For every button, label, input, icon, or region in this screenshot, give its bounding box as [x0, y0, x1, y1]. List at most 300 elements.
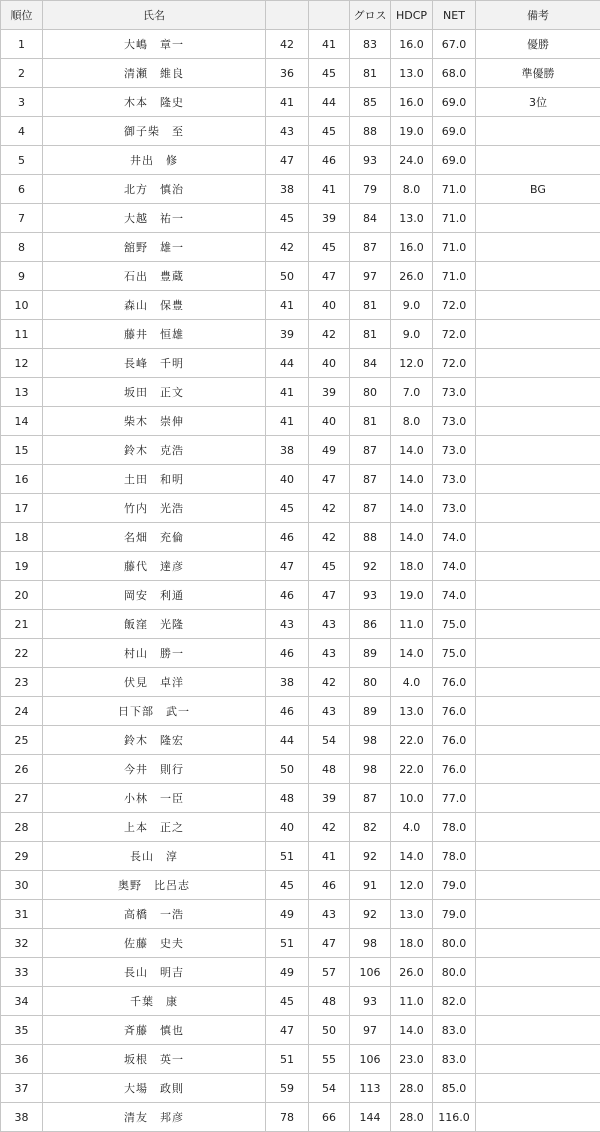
cell-hdcp: 13.0 [391, 59, 433, 88]
header-note: 備考 [476, 1, 600, 30]
cell-name: 奥野 比呂志 [43, 871, 266, 900]
table-row [1, 117, 600, 146]
cell-hdcp: 22.0 [391, 755, 433, 784]
cell-net: 77.0 [433, 784, 476, 813]
table-row [1, 784, 600, 813]
cell-in: 43 [309, 610, 350, 639]
cell-name: 長山 淳 [43, 842, 266, 871]
cell-rank: 5 [1, 146, 43, 175]
cell-net: 83.0 [433, 1045, 476, 1074]
cell-out: 41 [266, 407, 309, 436]
cell-name: 柴木 崇伸 [43, 407, 266, 436]
cell-name: 鈴木 克浩 [43, 436, 266, 465]
cell-gross: 79 [350, 175, 391, 204]
cell-in: 44 [309, 88, 350, 117]
cell-out: 41 [266, 291, 309, 320]
cell-hdcp: 16.0 [391, 30, 433, 59]
cell-hdcp: 11.0 [391, 610, 433, 639]
cell-in: 45 [309, 233, 350, 262]
cell-rank: 23 [1, 668, 43, 697]
cell-hdcp: 26.0 [391, 262, 433, 291]
cell-name: 名畑 充倫 [43, 523, 266, 552]
cell-out: 39 [266, 320, 309, 349]
cell-gross: 89 [350, 639, 391, 668]
cell-out: 51 [266, 842, 309, 871]
cell-rank: 1 [1, 30, 43, 59]
cell-rank: 21 [1, 610, 43, 639]
header-gross: グロス [350, 1, 391, 30]
cell-in: 54 [309, 1074, 350, 1103]
cell-out: 46 [266, 581, 309, 610]
cell-gross: 89 [350, 697, 391, 726]
cell-gross: 98 [350, 929, 391, 958]
header-row [1, 1, 600, 30]
cell-note [476, 697, 600, 726]
cell-hdcp: 8.0 [391, 407, 433, 436]
cell-name: 千葉 康 [43, 987, 266, 1016]
table-row [1, 639, 600, 668]
cell-note [476, 146, 600, 175]
cell-hdcp: 18.0 [391, 929, 433, 958]
table-row [1, 59, 600, 88]
cell-note [476, 668, 600, 697]
cell-note [476, 958, 600, 987]
cell-in: 57 [309, 958, 350, 987]
cell-in: 41 [309, 175, 350, 204]
cell-net: 116.0 [433, 1103, 476, 1132]
cell-gross: 97 [350, 1016, 391, 1045]
table-row [1, 871, 600, 900]
cell-net: 83.0 [433, 1016, 476, 1045]
cell-out: 40 [266, 813, 309, 842]
cell-note [476, 291, 600, 320]
cell-gross: 93 [350, 581, 391, 610]
cell-hdcp: 16.0 [391, 88, 433, 117]
cell-in: 55 [309, 1045, 350, 1074]
cell-in: 42 [309, 320, 350, 349]
cell-out: 51 [266, 929, 309, 958]
cell-gross: 80 [350, 378, 391, 407]
cell-name: 北方 慎治 [43, 175, 266, 204]
cell-rank: 3 [1, 88, 43, 117]
cell-name: 上本 正之 [43, 813, 266, 842]
header-rank: 順位 [1, 1, 43, 30]
cell-in: 39 [309, 378, 350, 407]
cell-note [476, 610, 600, 639]
cell-note: BG [476, 175, 600, 204]
cell-note [476, 755, 600, 784]
cell-gross: 87 [350, 465, 391, 494]
cell-gross: 106 [350, 958, 391, 987]
cell-net: 72.0 [433, 320, 476, 349]
cell-in: 50 [309, 1016, 350, 1045]
cell-hdcp: 18.0 [391, 552, 433, 581]
cell-rank: 8 [1, 233, 43, 262]
cell-gross: 81 [350, 407, 391, 436]
cell-name: 清瀬 維良 [43, 59, 266, 88]
cell-note: 3位 [476, 88, 600, 117]
table-row [1, 842, 600, 871]
cell-note [476, 117, 600, 146]
cell-rank: 11 [1, 320, 43, 349]
table-header [1, 1, 600, 30]
cell-in: 45 [309, 59, 350, 88]
cell-out: 46 [266, 523, 309, 552]
cell-out: 45 [266, 494, 309, 523]
cell-in: 47 [309, 465, 350, 494]
cell-name: 今井 則行 [43, 755, 266, 784]
cell-net: 73.0 [433, 494, 476, 523]
cell-hdcp: 28.0 [391, 1074, 433, 1103]
cell-name: 藤井 恒雄 [43, 320, 266, 349]
cell-hdcp: 14.0 [391, 1016, 433, 1045]
cell-out: 45 [266, 871, 309, 900]
cell-note [476, 1103, 600, 1132]
cell-rank: 17 [1, 494, 43, 523]
cell-in: 41 [309, 842, 350, 871]
cell-net: 82.0 [433, 987, 476, 1016]
table-row [1, 1045, 600, 1074]
cell-rank: 27 [1, 784, 43, 813]
cell-name: 清友 邦彦 [43, 1103, 266, 1132]
cell-in: 46 [309, 871, 350, 900]
table-row [1, 233, 600, 262]
cell-note [476, 407, 600, 436]
cell-hdcp: 13.0 [391, 900, 433, 929]
cell-in: 47 [309, 581, 350, 610]
cell-rank: 34 [1, 987, 43, 1016]
cell-gross: 87 [350, 233, 391, 262]
cell-in: 41 [309, 30, 350, 59]
cell-name: 小林 一臣 [43, 784, 266, 813]
cell-gross: 144 [350, 1103, 391, 1132]
cell-net: 75.0 [433, 639, 476, 668]
cell-out: 44 [266, 349, 309, 378]
cell-in: 48 [309, 987, 350, 1016]
table-row [1, 175, 600, 204]
cell-note [476, 1045, 600, 1074]
cell-gross: 86 [350, 610, 391, 639]
cell-rank: 28 [1, 813, 43, 842]
cell-rank: 37 [1, 1074, 43, 1103]
cell-rank: 22 [1, 639, 43, 668]
cell-net: 76.0 [433, 726, 476, 755]
cell-out: 59 [266, 1074, 309, 1103]
cell-rank: 25 [1, 726, 43, 755]
cell-net: 68.0 [433, 59, 476, 88]
cell-net: 71.0 [433, 233, 476, 262]
cell-in: 40 [309, 407, 350, 436]
cell-in: 42 [309, 813, 350, 842]
cell-note [476, 581, 600, 610]
cell-in: 48 [309, 755, 350, 784]
cell-hdcp: 24.0 [391, 146, 433, 175]
cell-gross: 92 [350, 900, 391, 929]
table-row [1, 1103, 600, 1132]
cell-name: 土田 和明 [43, 465, 266, 494]
table-row [1, 697, 600, 726]
cell-note [476, 842, 600, 871]
cell-rank: 7 [1, 204, 43, 233]
cell-gross: 82 [350, 813, 391, 842]
cell-hdcp: 28.0 [391, 1103, 433, 1132]
cell-out: 43 [266, 610, 309, 639]
cell-in: 43 [309, 697, 350, 726]
cell-net: 71.0 [433, 204, 476, 233]
cell-hdcp: 19.0 [391, 581, 433, 610]
table-row [1, 320, 600, 349]
cell-note [476, 436, 600, 465]
cell-rank: 18 [1, 523, 43, 552]
table-row [1, 1074, 600, 1103]
cell-hdcp: 14.0 [391, 842, 433, 871]
cell-net: 73.0 [433, 465, 476, 494]
table-row [1, 378, 600, 407]
cell-rank: 6 [1, 175, 43, 204]
cell-gross: 92 [350, 552, 391, 581]
cell-note [476, 262, 600, 291]
cell-rank: 20 [1, 581, 43, 610]
cell-hdcp: 9.0 [391, 320, 433, 349]
cell-out: 41 [266, 378, 309, 407]
cell-gross: 92 [350, 842, 391, 871]
cell-rank: 2 [1, 59, 43, 88]
cell-gross: 87 [350, 436, 391, 465]
cell-name: 飯窪 光隆 [43, 610, 266, 639]
cell-gross: 83 [350, 30, 391, 59]
cell-in: 39 [309, 204, 350, 233]
cell-out: 47 [266, 552, 309, 581]
cell-name: 高橋 一浩 [43, 900, 266, 929]
cell-name: 大越 祐一 [43, 204, 266, 233]
cell-name: 大場 政則 [43, 1074, 266, 1103]
cell-net: 74.0 [433, 552, 476, 581]
cell-name: 村山 勝一 [43, 639, 266, 668]
cell-out: 46 [266, 639, 309, 668]
cell-in: 45 [309, 552, 350, 581]
table-row [1, 987, 600, 1016]
table-row [1, 146, 600, 175]
cell-net: 73.0 [433, 407, 476, 436]
cell-gross: 88 [350, 523, 391, 552]
cell-name: 坂田 正文 [43, 378, 266, 407]
table-row [1, 465, 600, 494]
cell-net: 67.0 [433, 30, 476, 59]
cell-note [476, 494, 600, 523]
table-row [1, 668, 600, 697]
cell-in: 47 [309, 262, 350, 291]
cell-net: 80.0 [433, 958, 476, 987]
cell-out: 46 [266, 697, 309, 726]
cell-note [476, 233, 600, 262]
cell-net: 74.0 [433, 581, 476, 610]
table-row [1, 494, 600, 523]
cell-gross: 98 [350, 755, 391, 784]
cell-net: 76.0 [433, 668, 476, 697]
cell-hdcp: 8.0 [391, 175, 433, 204]
cell-rank: 13 [1, 378, 43, 407]
cell-rank: 36 [1, 1045, 43, 1074]
cell-hdcp: 4.0 [391, 668, 433, 697]
cell-rank: 10 [1, 291, 43, 320]
cell-hdcp: 7.0 [391, 378, 433, 407]
cell-note: 準優勝 [476, 59, 600, 88]
cell-out: 40 [266, 465, 309, 494]
cell-gross: 88 [350, 117, 391, 146]
table-row [1, 88, 600, 117]
cell-note [476, 378, 600, 407]
cell-name: 佐藤 史夫 [43, 929, 266, 958]
cell-net: 73.0 [433, 436, 476, 465]
header-in [309, 1, 350, 30]
cell-out: 36 [266, 59, 309, 88]
cell-hdcp: 16.0 [391, 233, 433, 262]
cell-note [476, 552, 600, 581]
header-hdcp: HDCP [391, 1, 433, 30]
cell-rank: 14 [1, 407, 43, 436]
cell-net: 72.0 [433, 291, 476, 320]
header-net: NET [433, 1, 476, 30]
cell-rank: 30 [1, 871, 43, 900]
cell-hdcp: 11.0 [391, 987, 433, 1016]
cell-net: 72.0 [433, 349, 476, 378]
cell-gross: 97 [350, 262, 391, 291]
cell-note [476, 349, 600, 378]
table-row [1, 900, 600, 929]
cell-net: 76.0 [433, 755, 476, 784]
cell-hdcp: 13.0 [391, 697, 433, 726]
cell-in: 49 [309, 436, 350, 465]
cell-net: 69.0 [433, 146, 476, 175]
table-row [1, 291, 600, 320]
cell-in: 66 [309, 1103, 350, 1132]
table-row [1, 813, 600, 842]
cell-note [476, 523, 600, 552]
cell-note [476, 871, 600, 900]
cell-gross: 81 [350, 59, 391, 88]
cell-gross: 87 [350, 784, 391, 813]
cell-rank: 19 [1, 552, 43, 581]
cell-in: 40 [309, 291, 350, 320]
cell-net: 79.0 [433, 900, 476, 929]
cell-name: 御子柴 至 [43, 117, 266, 146]
cell-out: 49 [266, 958, 309, 987]
cell-gross: 91 [350, 871, 391, 900]
cell-hdcp: 14.0 [391, 523, 433, 552]
table-row [1, 349, 600, 378]
cell-rank: 31 [1, 900, 43, 929]
cell-net: 79.0 [433, 871, 476, 900]
cell-net: 75.0 [433, 610, 476, 639]
cell-net: 73.0 [433, 378, 476, 407]
cell-gross: 81 [350, 291, 391, 320]
table-row [1, 552, 600, 581]
cell-net: 76.0 [433, 697, 476, 726]
cell-hdcp: 10.0 [391, 784, 433, 813]
cell-out: 48 [266, 784, 309, 813]
cell-gross: 84 [350, 349, 391, 378]
cell-note [476, 1016, 600, 1045]
cell-in: 42 [309, 494, 350, 523]
cell-note [476, 204, 600, 233]
cell-gross: 98 [350, 726, 391, 755]
cell-in: 42 [309, 668, 350, 697]
cell-in: 46 [309, 146, 350, 175]
cell-hdcp: 14.0 [391, 639, 433, 668]
cell-note [476, 813, 600, 842]
cell-hdcp: 12.0 [391, 349, 433, 378]
cell-net: 69.0 [433, 117, 476, 146]
cell-hdcp: 23.0 [391, 1045, 433, 1074]
cell-gross: 84 [350, 204, 391, 233]
cell-note [476, 320, 600, 349]
cell-hdcp: 22.0 [391, 726, 433, 755]
cell-in: 54 [309, 726, 350, 755]
cell-out: 49 [266, 900, 309, 929]
cell-name: 木本 隆史 [43, 88, 266, 117]
cell-name: 長山 明吉 [43, 958, 266, 987]
cell-out: 45 [266, 204, 309, 233]
cell-name: 井出 修 [43, 146, 266, 175]
cell-out: 38 [266, 175, 309, 204]
cell-hdcp: 13.0 [391, 204, 433, 233]
cell-rank: 12 [1, 349, 43, 378]
table-row [1, 929, 600, 958]
cell-hdcp: 14.0 [391, 436, 433, 465]
table-row [1, 726, 600, 755]
cell-out: 43 [266, 117, 309, 146]
cell-net: 85.0 [433, 1074, 476, 1103]
cell-out: 38 [266, 436, 309, 465]
cell-hdcp: 9.0 [391, 291, 433, 320]
table-row [1, 204, 600, 233]
cell-note [476, 784, 600, 813]
header-out [266, 1, 309, 30]
cell-net: 74.0 [433, 523, 476, 552]
cell-note [476, 726, 600, 755]
cell-name: 大嶋 章一 [43, 30, 266, 59]
cell-note [476, 987, 600, 1016]
cell-out: 41 [266, 88, 309, 117]
cell-in: 47 [309, 929, 350, 958]
cell-note [476, 900, 600, 929]
cell-hdcp: 14.0 [391, 465, 433, 494]
table-row [1, 958, 600, 987]
cell-note [476, 465, 600, 494]
table-row [1, 523, 600, 552]
cell-out: 47 [266, 146, 309, 175]
cell-hdcp: 12.0 [391, 871, 433, 900]
cell-net: 69.0 [433, 88, 476, 117]
cell-hdcp: 14.0 [391, 494, 433, 523]
cell-rank: 29 [1, 842, 43, 871]
header-name: 氏名 [43, 1, 266, 30]
cell-rank: 35 [1, 1016, 43, 1045]
cell-gross: 87 [350, 494, 391, 523]
cell-out: 42 [266, 233, 309, 262]
cell-name: 藤代 達彦 [43, 552, 266, 581]
cell-net: 71.0 [433, 262, 476, 291]
cell-in: 39 [309, 784, 350, 813]
cell-in: 42 [309, 523, 350, 552]
cell-hdcp: 26.0 [391, 958, 433, 987]
cell-gross: 106 [350, 1045, 391, 1074]
cell-out: 51 [266, 1045, 309, 1074]
table-row [1, 755, 600, 784]
cell-note [476, 639, 600, 668]
cell-rank: 32 [1, 929, 43, 958]
cell-gross: 81 [350, 320, 391, 349]
